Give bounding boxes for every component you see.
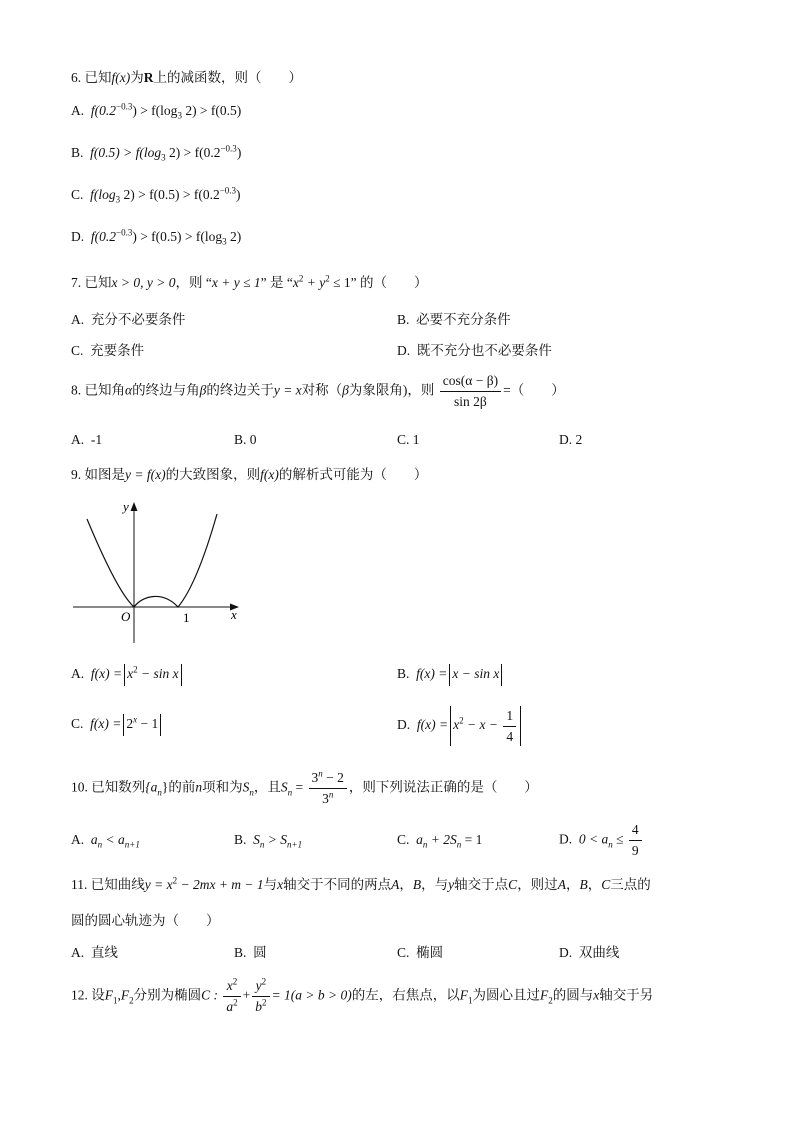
q11-option-d[interactable]: D. 双曲线 [559, 945, 620, 960]
q8-option-a[interactable]: A. -1 [71, 432, 103, 447]
q11-option-c[interactable]: C. 椭圆 [397, 945, 444, 960]
q8-option-d[interactable]: D. 2 [559, 432, 583, 447]
q9-option-a[interactable]: A. $f(x) = x^2 - \sin x$ [71, 664, 184, 686]
q7-option-a[interactable]: A. 充分不必要条件 [71, 312, 186, 327]
q10-d-fraction: $\frac{4}{9}$ [629, 822, 642, 859]
q8-stem: 8. 已知角α的终边与角β的终边关于y = x对称（β为象限角)，则 $\frac{\cos(\alpha - \beta)}{\sin 2\beta}$ =（ ） [71, 373, 565, 409]
q9-option-b[interactable]: B. f(x) = x − sin x [397, 664, 504, 686]
q11-stem-line1: 11. 已知曲线$y = x^2 - 2mx + m - 1$与x轴交于不同的两点A，B，与y轴交于点C，则过A，B，C三点的 [71, 875, 651, 892]
q12-y-fraction: $\frac{y^2}{b^2}$ [252, 978, 269, 1015]
q10-fraction: $\frac{3^n - 2}{3^n}$ [309, 770, 347, 807]
y-axis-arrow-icon [131, 502, 138, 511]
q11-stem-line2: 圆的圆心轨迹为（ ） [71, 913, 220, 928]
q10-option-d[interactable]: D. $0 < a_n$ ≤ $\frac{4}{9}$ [559, 822, 644, 859]
q8-fraction: $\frac{\cos(\alpha - \beta)}{\sin 2\beta}$ [440, 373, 501, 410]
q10-option-b[interactable]: B. $S_n > S_{n+1}$ [234, 832, 303, 850]
q9-d-fraction: $\frac{1}{4}$ [503, 708, 516, 745]
y-axis-label: y [123, 499, 129, 514]
q8-option-c[interactable]: C. 1 [397, 432, 420, 447]
q9-option-c[interactable]: C. $f(x) = 2^x - 1$ [71, 714, 163, 736]
q10-stem: 10. 已知数列$\{a_n\}$的前n项和为$S_n$，且$S_n$ = $\frac{3^n - 2}{3^n}$ ，则下列说法正确的是（ ） [71, 768, 538, 806]
x-axis-label: x [231, 607, 237, 622]
q9-function-graph [65, 497, 245, 647]
q9-option-d[interactable]: D. $f(x) = x^2 - x$ − $\frac{1}{4}$ [397, 706, 523, 746]
q12-stem: 12. 设$F_1,F_2$分别为椭圆C : $\frac{x^2}{a^2}$ + $\frac{y^2}{b^2}$ = 1(a > b > 0)的左，右焦点，以$F_1$为圆心且过$F_2$的圆与x轴交于另 [71, 976, 654, 1014]
tick-label-1: 1 [183, 610, 190, 625]
q6-option-b[interactable]: B. $f(0.5) > f(\log_3$ $2) > f(0.2^{-0.3})$ [71, 143, 242, 163]
q10-option-a[interactable]: A. $a_n < a_{n+1}$ [71, 832, 140, 850]
q8-option-b[interactable]: B. 0 [234, 432, 257, 447]
q11-option-b[interactable]: B. 圆 [234, 945, 267, 960]
origin-label: O [121, 609, 131, 624]
q9-stem: 9. 如图是y = f(x)的大致图象，则f(x)的解析式可能为（ ） [71, 467, 428, 482]
q11-option-a[interactable]: A. 直线 [71, 945, 118, 960]
q7-option-b[interactable]: B. 必要不充分条件 [397, 312, 511, 327]
q10-option-c[interactable]: C. $a_n + 2S_n = 1$ [397, 832, 483, 850]
function-curve [87, 514, 217, 607]
q7-stem: 7. 已知x > 0, y > 0，则 “x + y ≤ 1” 是 “$x^2 + y^2 \le 1$” 的（ ） [71, 273, 428, 290]
q7-option-c[interactable]: C. 充要条件 [71, 343, 145, 358]
q6-option-a[interactable]: A. $f(0.2^{-0.3}) > f(\log_3$ 2) > f(0.5) [71, 101, 242, 121]
q6-option-d[interactable]: D. $f(0.2^{-0.3}) > f(0.5) > f(\log_3$ 2) [71, 227, 242, 247]
q6-stem: 6. 已知f(x)为R上的减函数，则（ ） [71, 70, 302, 85]
q7-option-d[interactable]: D. 既不充分也不必要条件 [397, 343, 552, 358]
q12-x-fraction: $\frac{x^2}{a^2}$ [223, 978, 240, 1015]
q6-option-c[interactable]: C. $f(\log_3$ $2) > f(0.5) > f(0.2^{-0.3})$ [71, 185, 241, 205]
